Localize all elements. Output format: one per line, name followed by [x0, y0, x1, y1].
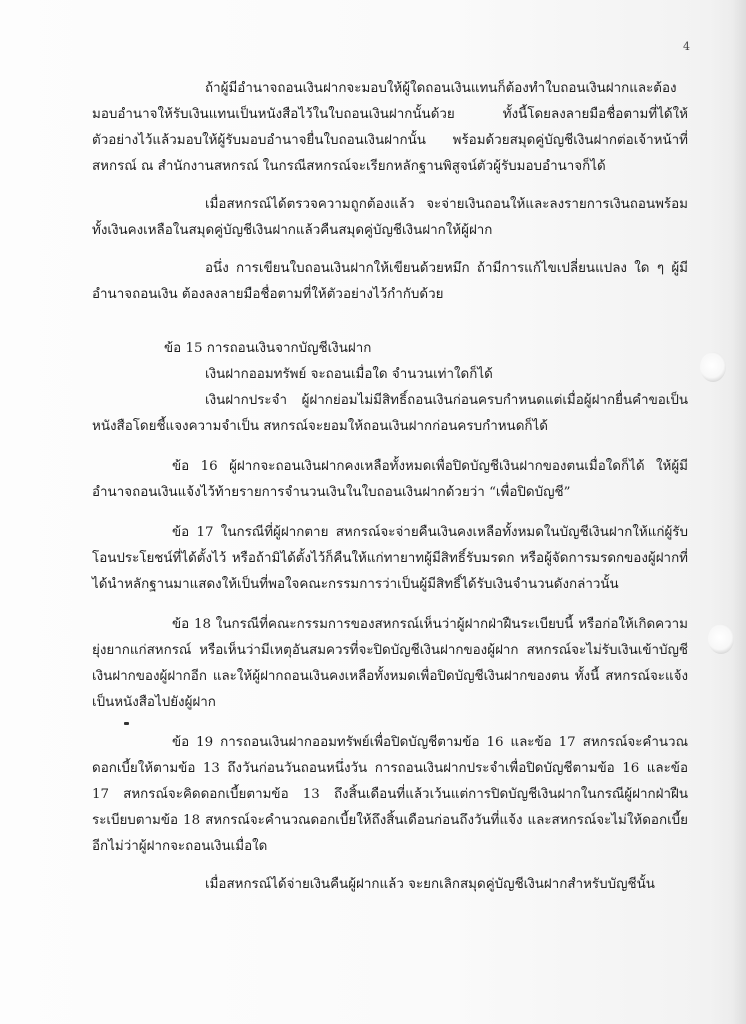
page-number: 4 — [683, 40, 690, 53]
clause-15-fixed: เงินฝากประจำ ผู้ฝากย่อมไม่มีสิทธิ์ถอนเงินก่อนครบกำหนดแต่เมื่อผู้ฝากยื่นคำขอเป็นหนังสือโดยชี้แจงความจำเป็น สหกรณ์จะยอมให้ถอนเงินฝากก่อนครบกำหนดก็ได้ — [92, 393, 688, 434]
clause-19: ข้อ 19 การถอนเงินฝากออมทรัพย์เพื่อปิดบัญชีตามข้อ 16 และข้อ 17 สหกรณ์จะคำนวณดอกเบี้ยให้ตามข้อ 13 ถึงวันก่อนวันถอนหนึ่งวัน การถอนเงินฝากประจำเพื่อปิดบัญชีตามข้อ 16 และข้อ 17 สหกรณ์จะคิดดอกเบี้ยตามข้อ 13 ถึงสิ้นเดือนที่แล้วเว้นแต่การปิดบัญชีเงินฝากในกรณีผู้ฝากฝ่าฝืนระเบียบตามข้อ 18 สหกรณ์จะคำนวณดอกเบี้ยให้ถึงสิ้นเดือนก่อนถึงวันที่แจ้ง และสหกรณ์จะไม่ให้ดอกเบี้ยอีกไม่ว่าผู้ฝากจะถอนเงินเมื่อใด — [92, 735, 688, 854]
paragraph-proxy-withdrawal: ถ้าผู้มีอำนาจถอนเงินฝากจะมอบให้ผู้ใดถอนเงินแทนก็ต้องทำใบถอนเงินฝากและต้องมอบอำนาจให้รับเงินแทนเป็นหนังสือไว้ในใบถอนเงินฝากนั้นด้วย ทั้งนี้โดยลงลายมือชื่อตามที่ได้ให้ตัวอย่างไว้แล้วมอบให้ผู้รับมอบอำนาจยื่นใบถอนเงินฝากนั้น พร้อมด้วยสมุดคู่บัญชีเงินฝากต่อเจ้าหน้าที่สหกรณ์ ณ สำนักงานสหกรณ์ ในกรณีสหกรณ์จะเรียกหลักฐานพิสูจน์ตัวผู้รับมอบอำนาจก็ได้ — [92, 81, 688, 174]
page-edge-shadow — [732, 0, 746, 1024]
clause-16: ข้อ 16 ผู้ฝากจะถอนเงินฝากคงเหลือทั้งหมดเพื่อปิดบัญชีเงินฝากของตนเมื่อใดก็ได้ ให้ผู้มีอำนาจถอนเงินแจ้งไว้ท้ายรายการจำนวนเงินในใบถอนเงินฝากด้วยว่า “เพื่อปิดบัญชี” — [92, 459, 688, 500]
paragraph-verification: เมื่อสหกรณ์ได้ตรวจความถูกต้องแล้ว จะจ่ายเงินถอนให้และลงรายการเงินถอนพร้อมทั้งเงินคงเหลือในสมุดคู่บัญชีเงินฝากแล้วคืนสมุดคู่บัญชีเงินฝากให้ผู้ฝาก — [92, 197, 688, 238]
clause-15 — [92, 336, 688, 440]
paragraph-ink-note: อนึ่ง การเขียนใบถอนเงินฝากให้เขียนด้วยหมึก ถ้ามีการแก้ไขเปลี่ยนแปลง ใด ๆ ผู้มีอำนาจถอนเงิน ต้องลงลายมือชื่อตามที่ให้ตัวอย่างไว้กำกับด้วย — [92, 261, 688, 302]
clause-15-savings: เงินฝากออมทรัพย์ จะถอนเมื่อใด จำนวนเท่าใดก็ได้ — [205, 367, 493, 382]
clause-17: ข้อ 17 ในกรณีที่ผู้ฝากตาย สหกรณ์จะจ่ายคืนเงินคงเหลือทั้งหมดในบัญชีเงินฝากให้แก่ผู้รับโอนประโยชน์ที่ได้ตั้งไว้ หรือถ้ามิได้ตั้งไว้ก็คืนให้แก่ทายาทผู้มีสิทธิ์รับมรดก หรือผู้จัดการมรดกของผู้ฝากที่ได้นำหลักฐานมาแสดงให้เป็นที่พอใจคณะกรรมการว่าเป็นผู้มีสิทธิ์ได้รับเงินจำนวนดังกล่าวนั้น — [92, 525, 688, 592]
clause-15-heading: ข้อ 15 การถอนเงินจากบัญชีเงินฝาก — [164, 341, 372, 356]
document-body — [92, 76, 688, 898]
clause-18: ข้อ 18 ในกรณีที่คณะกรรมการของสหกรณ์เห็นว่าผู้ฝากฝ่าฝืนระเบียบนี้ หรือก่อให้เกิดความยุ่งยากแก่สหกรณ์ หรือเห็นว่ามีเหตุอันสมควรที่จะปิดบัญชีเงินฝากของผู้ฝาก สหกรณ์จะไม่รับเงินเข้าบัญชีเงินฝากของผู้ฝากอีก และให้ผู้ฝากถอนเงินคงเหลือทั้งหมดเพื่อปิดบัญชีเงินฝากของตน ทั้งนี้ สหกรณ์จะแจ้งเป็นหนังสือไปยังผู้ฝาก — [92, 617, 688, 710]
clause-19-closing: เมื่อสหกรณ์ได้จ่ายเงินคืนผู้ฝากแล้ว จะยกเลิกสมุดคู่บัญชีเงินฝากสำหรับบัญชีนั้น — [205, 877, 655, 892]
punch-hole-upper — [700, 352, 726, 382]
punch-hole-lower — [708, 624, 734, 654]
